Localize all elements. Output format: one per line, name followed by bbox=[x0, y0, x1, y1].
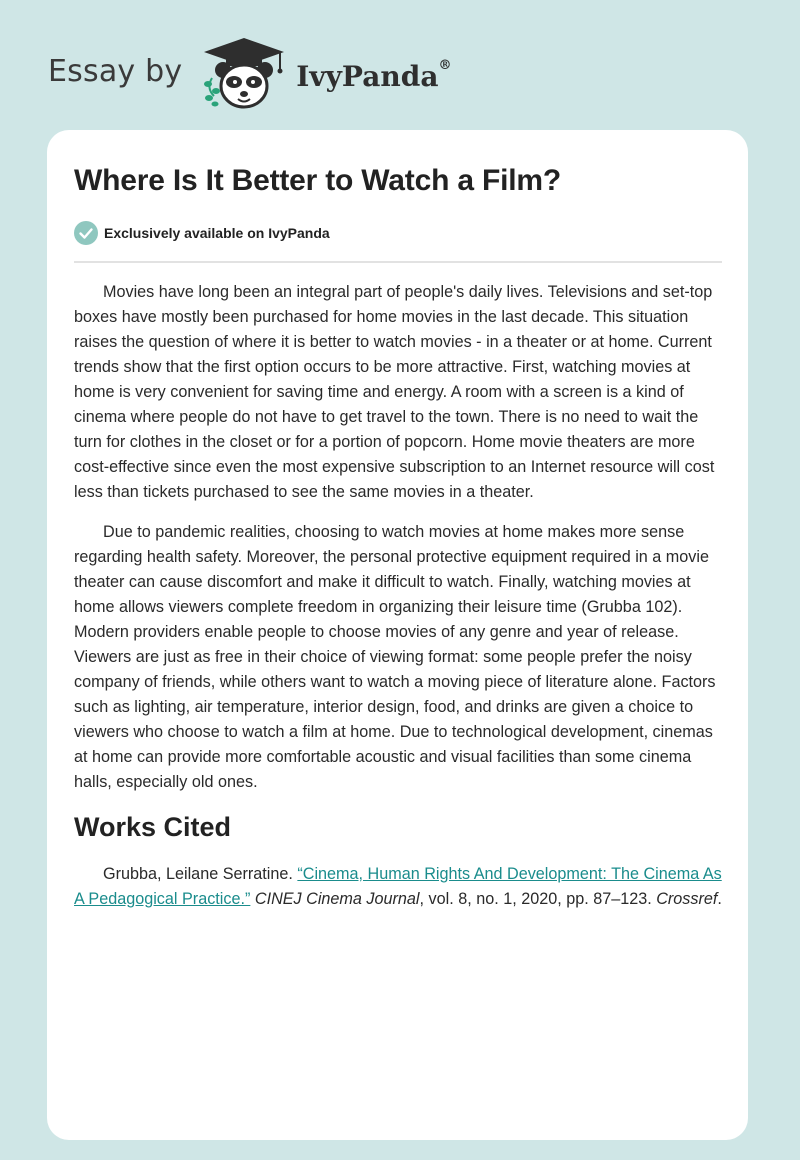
citation-author: Grubba, Leilane Serratine. bbox=[103, 865, 298, 883]
citation-link[interactable]: “Cinema, Human Rights And Development: The Cinema As A Pedagogical Practice.” bbox=[74, 865, 722, 908]
check-icon bbox=[74, 221, 98, 245]
registered-mark: ® bbox=[438, 57, 452, 73]
works-cited-heading: Works Cited bbox=[74, 812, 232, 842]
citation-end: . bbox=[717, 890, 722, 908]
badge-text: Exclusively available on IvyPanda bbox=[104, 225, 330, 241]
divider bbox=[74, 261, 722, 263]
citation-source: Crossref bbox=[656, 890, 718, 908]
brand-name[interactable]: IvyPanda® bbox=[296, 57, 452, 93]
paragraph: Due to pandemic realities, choosing to watch movies at home makes more sense regarding health safety. Moreover, the personal protective equipment required in a movie theater can cause discomfort and make it difficult to watch. Finally, watching movies at home allows viewers complete freedom in organizing their leisure time (Grubba 102). Modern providers enable people to choose movies of any genre and year of release. Viewers are just as free in their choice of viewing format: some people prefer the noisy company of friends, while others want to watch a moving piece of literature alone. Factors such as lighting, air temperature, interior design, food, and drinks are given a choice to viewers who choose to watch a film at home. Due to technological development, cinemas at home can provide more comfortable acoustic and visual facilities than some cinema halls, especially old ones. bbox=[74, 523, 716, 791]
essay-card bbox=[47, 130, 748, 1140]
paragraph: Movies have long been an integral part of people's daily lives. Televisions and set-top boxes have mostly been purchased for home movies in the last decade. This situation raises the question of where it is better to watch movies - in a theater or at home. Current trends show that the first option occurs to be more attractive. First, watching movies at home is very convenient for saving time and energy. A room with a screen is a kind of cinema where people do not have to get travel to the town. There is no need to wait the turn for clothes in the closet or for a portion of popcorn. Home movie theaters are more cost-effective since even the most expensive subscription to an Internet resource will cost less than tickets purchased to see the same movies in a theater. bbox=[74, 283, 715, 501]
citation-journal: CINEJ Cinema Journal bbox=[254, 890, 420, 908]
citation-details: , vol. 8, no. 1, 2020, pp. 87–123. bbox=[419, 890, 657, 908]
exclusive-badge bbox=[74, 221, 330, 245]
page-title: Where Is It Better to Watch a Film? bbox=[74, 164, 561, 197]
essay-by-label: Essay by bbox=[48, 53, 183, 89]
essay-body bbox=[74, 280, 724, 927]
site-header bbox=[48, 34, 451, 114]
ivypanda-logo-icon[interactable] bbox=[196, 36, 292, 112]
citation bbox=[74, 862, 724, 912]
